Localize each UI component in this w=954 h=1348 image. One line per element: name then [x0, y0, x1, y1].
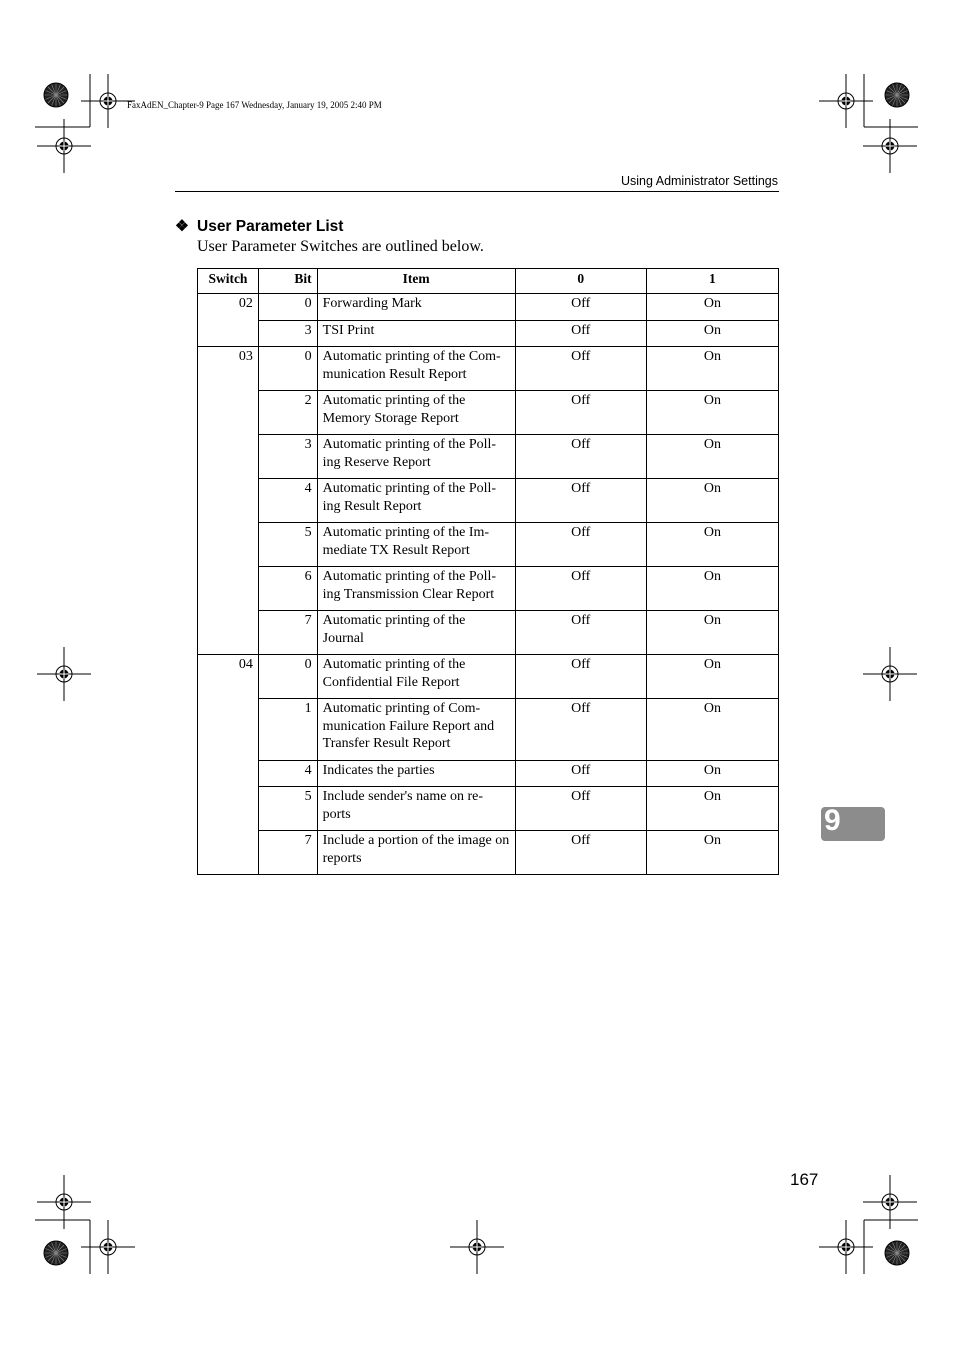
value-one-cell: On: [646, 435, 778, 479]
crosshair-icon: [863, 1175, 917, 1229]
header-switch: Switch: [198, 269, 259, 294]
bit-cell: 3: [258, 435, 317, 479]
value-zero-cell: Off: [515, 479, 646, 523]
table-row: [198, 831, 779, 875]
value-zero-cell: Off: [515, 760, 646, 787]
diamond-bullet-icon: ❖: [175, 218, 189, 235]
table-row: [198, 655, 779, 699]
item-cell: Automatic printing of the Poll-ing Reserve Report: [317, 435, 515, 479]
item-cell: Automatic printing of the Com-munication Result Report: [317, 347, 515, 391]
crosshair-icon: [863, 647, 917, 701]
bit-cell: 7: [258, 831, 317, 875]
item-cell: Automatic printing of the Memory Storage Report: [317, 391, 515, 435]
crosshair-icon: [819, 74, 873, 128]
table-row: [198, 347, 779, 391]
registration-rosette-icon: [885, 1241, 909, 1265]
table-row: [198, 320, 779, 347]
chapter-tab: [821, 804, 885, 841]
value-zero-cell: Off: [515, 294, 646, 321]
value-one-cell: On: [646, 699, 778, 761]
chapter-tab-number: 9: [824, 804, 841, 837]
header-bit: Bit: [258, 269, 317, 294]
crosshair-icon: [81, 1220, 135, 1274]
value-one-cell: On: [646, 611, 778, 655]
value-one-cell: On: [646, 787, 778, 831]
value-one-cell: On: [646, 294, 778, 321]
value-one-cell: On: [646, 479, 778, 523]
value-one-cell: On: [646, 523, 778, 567]
switch-cell: 02: [198, 294, 259, 347]
crosshair-icon: [37, 1175, 91, 1229]
item-cell: Automatic printing of the Poll-ing Result Report: [317, 479, 515, 523]
switch-cell: 04: [198, 655, 259, 875]
section-intro: User Parameter Switches are outlined below.: [197, 238, 484, 255]
item-cell: Automatic printing of the Confidential File Report: [317, 655, 515, 699]
value-zero-cell: Off: [515, 831, 646, 875]
table-row: [198, 523, 779, 567]
value-zero-cell: Off: [515, 320, 646, 347]
bit-cell: 0: [258, 655, 317, 699]
running-head: Using Administrator Settings: [620, 174, 778, 188]
table-row: [198, 611, 779, 655]
table-row: [198, 760, 779, 787]
table-row: [198, 479, 779, 523]
print-slug: FaxAdEN_Chapter-9 Page 167 Wednesday, January 19, 2005 2:40 PM: [127, 100, 382, 110]
value-one-cell: On: [646, 655, 778, 699]
header-item: Item: [317, 269, 515, 294]
registration-rosette-icon: [885, 83, 909, 107]
item-cell: Include sender's name on re-ports: [317, 787, 515, 831]
item-cell: Include a portion of the image on reports: [317, 831, 515, 875]
table-row: [198, 294, 779, 321]
table-row: [198, 787, 779, 831]
bit-cell: 4: [258, 479, 317, 523]
item-cell: Automatic printing of the Journal: [317, 611, 515, 655]
bit-cell: 1: [258, 699, 317, 761]
bit-cell: 4: [258, 760, 317, 787]
value-zero-cell: Off: [515, 347, 646, 391]
registration-rosette-icon: [44, 83, 68, 107]
table-row: [198, 435, 779, 479]
crosshair-icon: [37, 647, 91, 701]
value-zero-cell: Off: [515, 787, 646, 831]
table-header-row: [198, 269, 779, 294]
value-one-cell: On: [646, 320, 778, 347]
item-cell: Automatic printing of Com-munication Failure Report and Transfer Result Report: [317, 699, 515, 761]
bit-cell: 7: [258, 611, 317, 655]
section-title: [175, 217, 343, 236]
value-one-cell: On: [646, 831, 778, 875]
table-row: [198, 699, 779, 761]
value-one-cell: On: [646, 391, 778, 435]
bit-cell: 0: [258, 294, 317, 321]
value-zero-cell: Off: [515, 391, 646, 435]
registration-rosette-icon: [44, 1241, 68, 1265]
value-one-cell: On: [646, 567, 778, 611]
value-zero-cell: Off: [515, 567, 646, 611]
header-rule: [175, 191, 779, 192]
value-one-cell: On: [646, 347, 778, 391]
value-zero-cell: Off: [515, 435, 646, 479]
bit-cell: 3: [258, 320, 317, 347]
value-zero-cell: Off: [515, 611, 646, 655]
bit-cell: 5: [258, 523, 317, 567]
item-cell: Automatic printing of the Im-mediate TX Result Report: [317, 523, 515, 567]
bit-cell: 5: [258, 787, 317, 831]
switch-cell: 03: [198, 347, 259, 655]
table-row: [198, 567, 779, 611]
item-cell: Automatic printing of the Poll-ing Transmission Clear Report: [317, 567, 515, 611]
item-cell: Forwarding Mark: [317, 294, 515, 321]
value-zero-cell: Off: [515, 699, 646, 761]
value-zero-cell: Off: [515, 523, 646, 567]
bit-cell: 2: [258, 391, 317, 435]
page-number: 167: [790, 1170, 819, 1189]
section-title-text: User Parameter List: [197, 218, 344, 235]
user-parameter-table: [197, 268, 779, 875]
table-row: [198, 391, 779, 435]
header-zero: 0: [515, 269, 646, 294]
bit-cell: 6: [258, 567, 317, 611]
value-zero-cell: Off: [515, 655, 646, 699]
bit-cell: 0: [258, 347, 317, 391]
item-cell: Indicates the parties: [317, 760, 515, 787]
header-one: 1: [646, 269, 778, 294]
crosshair-icon: [450, 1220, 504, 1274]
value-one-cell: On: [646, 760, 778, 787]
crosshair-icon: [819, 1220, 873, 1274]
item-cell: TSI Print: [317, 320, 515, 347]
